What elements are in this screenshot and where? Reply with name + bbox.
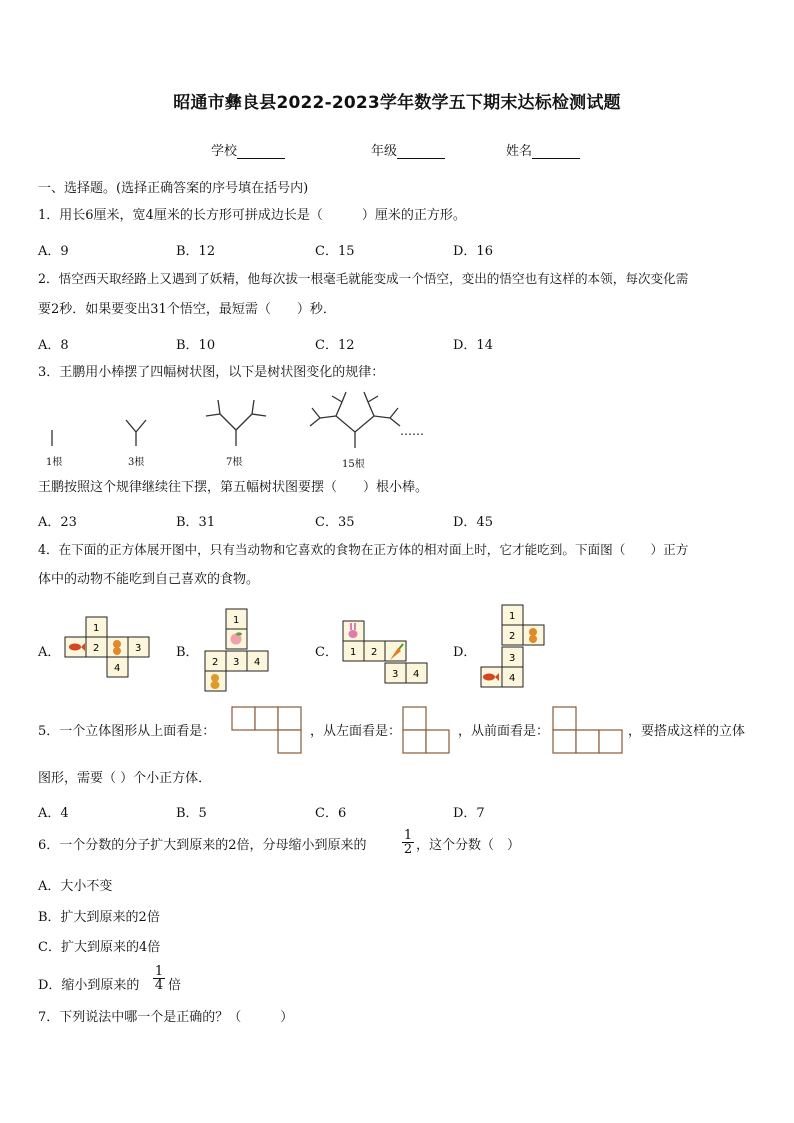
question-2-line1: 2．悟空西天取经路上又遇到了妖精，他每次拔一根毫毛就能变成一个悟空，变出的悟空也有这样的本领，每次变化需	[38, 271, 689, 286]
q4-option-b-label: B．	[176, 645, 199, 660]
question-4-line2: 体中的动物不能吃到自己喜欢的食物。	[38, 572, 260, 587]
net-c-num-2: 2	[371, 647, 378, 658]
net-c-num-4: 4	[413, 669, 420, 680]
page-title: 昭通市彝良县2022-2023学年数学五下期末达标检测试题	[173, 93, 621, 113]
grade-label: 年级	[371, 144, 398, 159]
question-4-line1: 4．在下面的正方体展开图中，只有当动物和它喜欢的食物在正方体的相对面上时，它才能吃到。下面图（ ）正方	[38, 542, 689, 557]
q3-option-c: C．35	[315, 515, 355, 530]
question-5-line2: 图形，需要（ ）个小正方体．	[38, 771, 212, 786]
q1-option-b: B．12	[176, 244, 216, 259]
q5-option-d: D．7	[453, 806, 485, 821]
q3-option-a: A．23	[38, 515, 77, 530]
grade-field	[371, 140, 445, 159]
tree1-label: 1根	[46, 457, 63, 468]
question-5-part1: 5．一个立体图形从上面看是：	[38, 724, 216, 739]
front-view-figure	[552, 706, 626, 756]
q1-option-a: A．9	[38, 244, 69, 259]
tree-ellipsis: ……	[400, 424, 424, 438]
net-c-num-3: 3	[392, 669, 399, 680]
top-view-figure	[231, 706, 305, 756]
question-7: 7．下列说法中哪一个是正确的？（ ）	[38, 1010, 294, 1025]
question-3: 3．王鹏用小棒摆了四幅树状图，以下是树状图变化的规律：	[38, 365, 385, 380]
q6-option-d-text-b: 倍	[168, 978, 182, 993]
cube-net-d	[478, 604, 550, 690]
net-a-num-3: 3	[135, 643, 142, 654]
q6-option-a: A．大小不变	[38, 879, 113, 894]
q1-option-c: C．15	[315, 244, 355, 259]
q2-option-b: B．10	[176, 338, 216, 353]
q6-fraction-numerator: 1	[403, 828, 413, 843]
q6-fraction	[402, 829, 414, 856]
question-3-continue: 王鹏按照这个规律继续往下摆，第五幅树状图要摆（ ）根小棒。	[38, 480, 429, 495]
q2-option-a: A．8	[38, 338, 69, 353]
cube-net-b	[202, 608, 282, 696]
q6-fraction-denominator: 2	[403, 842, 413, 857]
cube-net-c	[340, 618, 432, 688]
grade-blank	[397, 144, 445, 159]
q5-option-b: B．5	[176, 806, 207, 821]
net-c-num-1: 1	[350, 647, 357, 658]
question-6-text-b: ，这个分数（ ）	[416, 838, 521, 853]
q6-option-d-numerator: 1	[154, 964, 164, 979]
net-d-num-1: 1	[509, 611, 516, 622]
tree3-label: 7根	[226, 457, 243, 468]
q1-option-d: D．16	[453, 244, 493, 259]
question-5-part4: ，要搭成这样的立体	[628, 724, 746, 739]
school-label: 学校	[211, 144, 238, 159]
q6-option-d-denominator: 4	[154, 978, 164, 993]
question-2-line2: 要2秒．如果要变出31个悟空，最短需（ ）秒．	[38, 302, 336, 317]
q2-option-c: C．12	[315, 338, 355, 353]
q5-option-c: C．6	[315, 806, 347, 821]
question-5-part2: ，从左面看是：	[310, 724, 402, 739]
net-b-num-1: 1	[233, 615, 240, 626]
net-a-num-4: 4	[114, 663, 121, 674]
q3-option-b: B．31	[176, 515, 216, 530]
net-a-num-1: 1	[93, 623, 100, 634]
net-b-num-3: 3	[233, 657, 240, 668]
q3-option-d: D．45	[453, 515, 493, 530]
section-heading: 一、选择题。(选择正确答案的序号填在括号内)	[38, 181, 309, 196]
q6-option-d-fraction	[153, 965, 165, 992]
q5-option-a: A．4	[38, 806, 69, 821]
q4-option-a-label: A．	[38, 645, 61, 660]
tree4-label: 15根	[342, 459, 365, 470]
net-a-num-2: 2	[93, 643, 100, 654]
left-view-figure	[402, 706, 454, 756]
q6-option-c: C．扩大到原来的4倍	[38, 940, 161, 955]
q2-option-d: D．14	[453, 338, 493, 353]
question-1: 1．用长6厘米，宽4厘米的长方形可拼成边长是（ ）厘米的正方形。	[38, 208, 466, 223]
q6-option-d-text-a: D．缩小到原来的	[38, 978, 140, 993]
tree2-label: 3根	[128, 457, 145, 468]
name-label: 姓名	[506, 144, 533, 159]
q6-option-b: B．扩大到原来的2倍	[38, 910, 160, 925]
school-blank	[237, 144, 285, 159]
net-b-num-4: 4	[254, 657, 261, 668]
net-d-num-4: 4	[509, 673, 516, 684]
school-field	[211, 140, 285, 159]
question-6-text-a: 6．一个分数的分子扩大到原来的2倍，分母缩小到原来的	[38, 838, 367, 853]
name-field	[506, 140, 580, 159]
question-5-part3: ，从前面看是：	[458, 724, 550, 739]
net-d-num-3: 3	[509, 653, 516, 664]
q4-option-d-label: D．	[453, 645, 477, 660]
name-blank	[532, 144, 580, 159]
cube-net-a	[62, 616, 162, 680]
net-b-num-2: 2	[212, 657, 219, 668]
q4-option-c-label: C．	[315, 645, 338, 660]
net-d-num-2: 2	[509, 631, 516, 642]
